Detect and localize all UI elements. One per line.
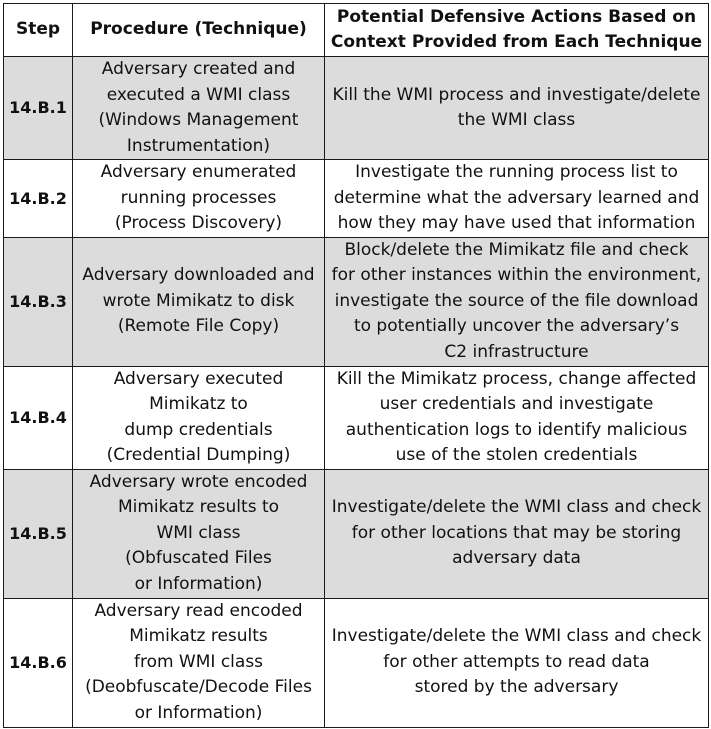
- table-row: [4, 598, 709, 727]
- action-line: use of the stolen credentials: [395, 445, 638, 465]
- procedure-cell: [73, 160, 325, 238]
- procedure-line: (Credential Dumping): [106, 445, 291, 465]
- actions-cell: [325, 57, 709, 160]
- procedure-line: or Information): [134, 573, 263, 594]
- step-cell: 14.B.2: [4, 160, 73, 238]
- procedure-line: Adversary read encoded: [94, 600, 303, 621]
- procedure-line: dump credentials: [124, 419, 273, 440]
- procedure-line: or Information): [134, 702, 263, 723]
- procedure-cell: [73, 237, 325, 366]
- defensive-actions-table: [3, 3, 709, 728]
- action-line: investigate the source of the file download: [334, 290, 699, 311]
- procedure-line: wrote Mimikatz to disk: [102, 290, 295, 311]
- procedure-line: Adversary wrote encoded: [89, 471, 308, 492]
- procedure-line: Adversary executed: [113, 368, 284, 389]
- header-step: Step: [4, 4, 73, 57]
- procedure-line: executed a WMI class: [106, 84, 291, 105]
- actions-cell: [325, 598, 709, 727]
- table-row: [4, 57, 709, 160]
- header-actions-line: Context Provided from Each Technique: [330, 32, 703, 52]
- step-cell: 14.B.4: [4, 366, 73, 469]
- step-cell: 14.B.3: [4, 237, 73, 366]
- procedure-line: Mimikatz results: [129, 626, 268, 647]
- actions-cell: [325, 160, 709, 238]
- actions-cell: [325, 366, 709, 469]
- action-line: determine what the adversary learned and: [333, 187, 700, 208]
- procedure-line: Mimikatz results to: [117, 497, 280, 518]
- action-line: Kill the Mimikatz process, change affected: [336, 368, 697, 389]
- action-line: Kill the WMI process and investigate/delete: [332, 84, 701, 105]
- procedure-line: Adversary enumerated: [100, 162, 297, 182]
- header-actions-line: Potential Defensive Actions Based on: [336, 6, 697, 27]
- procedure-line: from WMI class: [133, 651, 264, 672]
- actions-cell: [325, 469, 709, 598]
- action-line: for other attempts to read data: [383, 651, 650, 672]
- action-line: Investigate/delete the WMI class and check: [331, 626, 702, 647]
- action-line: the WMI class: [457, 110, 576, 130]
- procedure-line: (Deobfuscate/Decode Files: [85, 677, 312, 698]
- header-row: [4, 4, 709, 57]
- action-line: to potentially uncover the adversary’s: [353, 316, 680, 337]
- procedure-line: WMI class: [156, 522, 241, 543]
- procedure-line: (Obfuscated Files: [125, 548, 272, 569]
- action-line: user credentials and investigate: [379, 394, 654, 414]
- actions-cell: [325, 237, 709, 366]
- action-line: stored by the adversary: [414, 677, 619, 698]
- step-cell: 14.B.1: [4, 57, 73, 160]
- header-actions: [325, 4, 709, 57]
- action-line: for other locations that may be storing: [351, 522, 682, 543]
- procedure-line: Adversary created and: [101, 59, 296, 79]
- action-line: Investigate the running process list to: [355, 162, 678, 182]
- action-line: how they may have used that information: [337, 213, 696, 233]
- procedure-line: (Windows Management: [98, 110, 299, 130]
- procedure-line: Mimikatz to: [149, 394, 248, 414]
- table-row: [4, 469, 709, 598]
- action-line: Block/delete the Mimikatz file and check: [344, 239, 689, 260]
- procedure-line: Adversary downloaded and: [82, 265, 315, 286]
- action-line: for other instances within the environment,: [331, 265, 702, 286]
- table-row: [4, 366, 709, 469]
- action-line: Investigate/delete the WMI class and check: [331, 497, 702, 518]
- table-row: [4, 160, 709, 238]
- table-row: [4, 237, 709, 366]
- procedure-cell: [73, 598, 325, 727]
- action-line: adversary data: [452, 548, 581, 569]
- procedure-line: running processes: [120, 187, 277, 208]
- action-line: C2 infrastructure: [444, 341, 589, 362]
- procedure-line: (Remote File Copy): [117, 316, 280, 337]
- procedure-cell: [73, 57, 325, 160]
- procedure-line: (Process Discovery): [114, 213, 283, 233]
- header-procedure: Procedure (Technique): [73, 4, 325, 57]
- step-cell: 14.B.5: [4, 469, 73, 598]
- procedure-line: Instrumentation): [126, 135, 271, 156]
- step-cell: 14.B.6: [4, 598, 73, 727]
- procedure-cell: [73, 469, 325, 598]
- procedure-cell: [73, 366, 325, 469]
- action-line: authentication logs to identify malicious: [345, 419, 688, 440]
